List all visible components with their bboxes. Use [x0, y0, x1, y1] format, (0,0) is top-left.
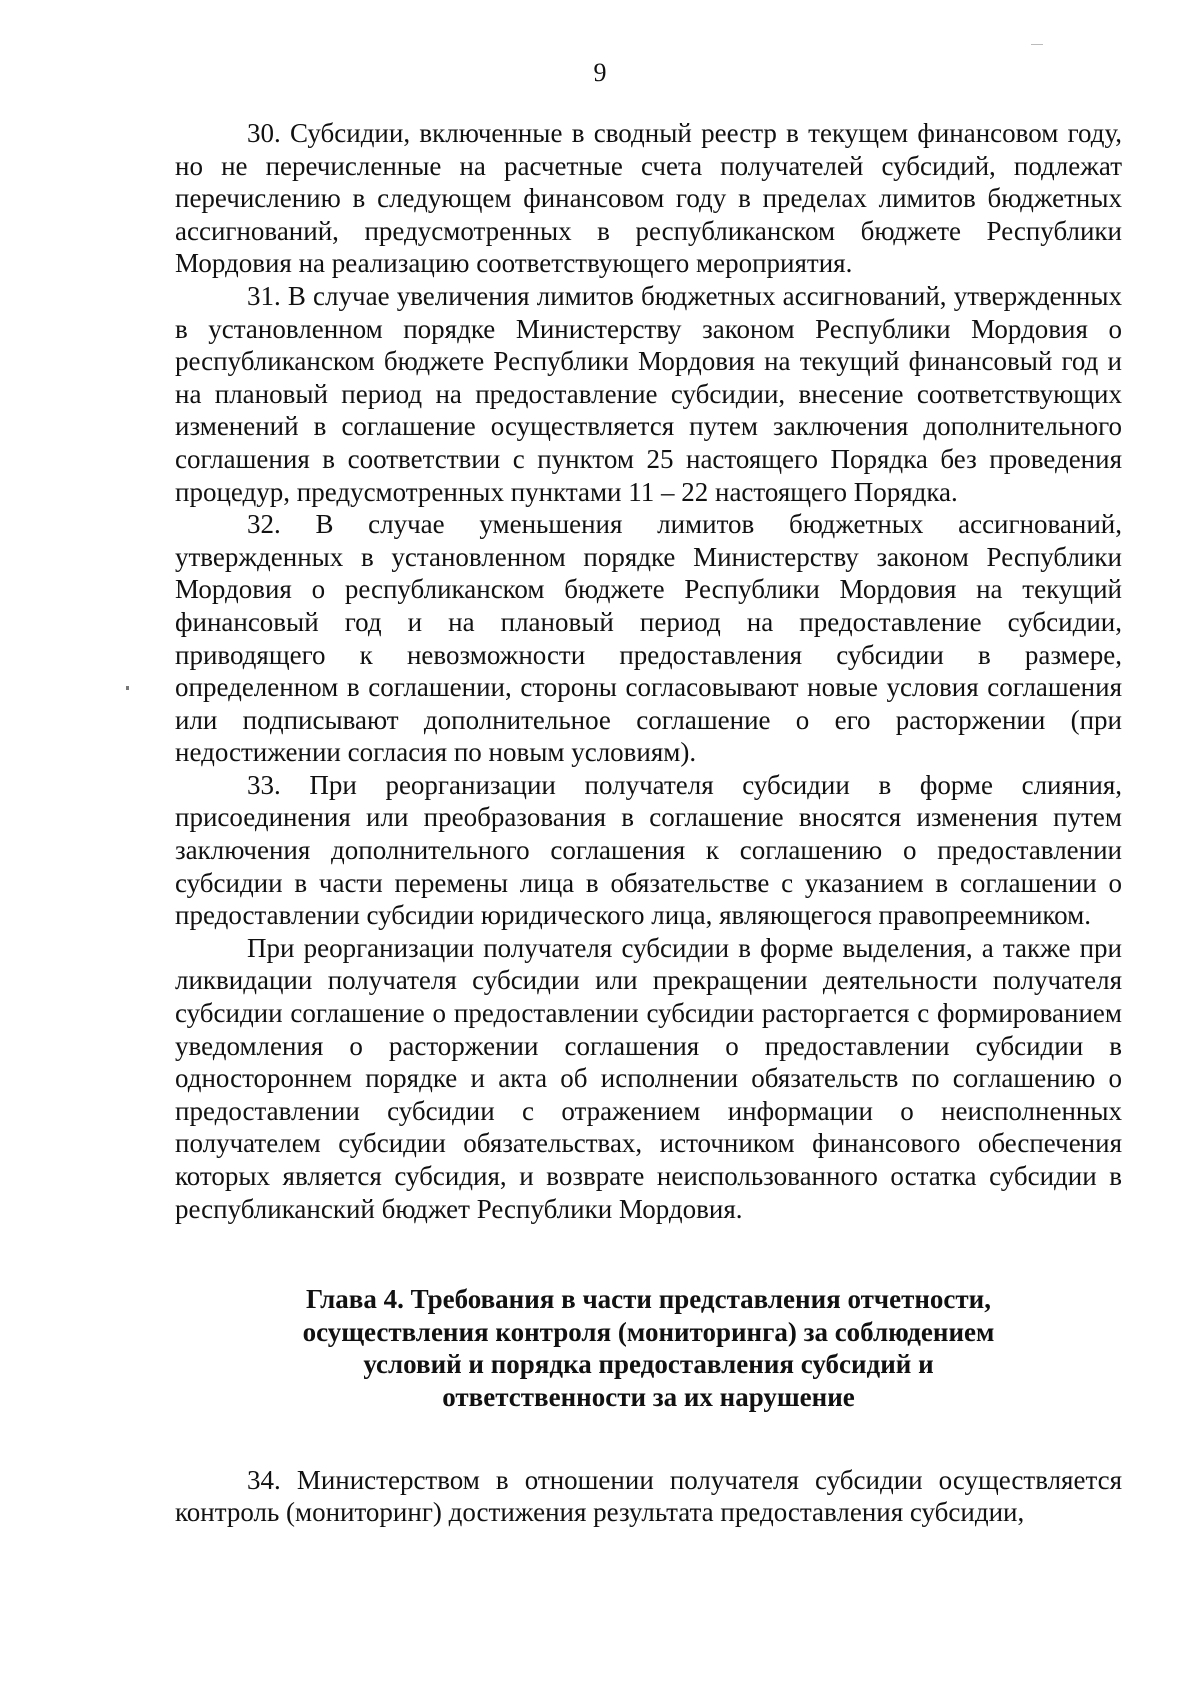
page-number: 9	[593, 58, 607, 87]
paragraph-30: 30. Субсидии, включенные в сводный реестр в текущем финансовом году, но не перечисленные на расчетные счета получателей субсидий, подлежат перечислению в следующем финансовом году в пределах лимитов бюджетных ассигнований, предусмотренных в республиканском бюджете Республики Мордовия на реализацию соответствующего мероприятия.	[175, 118, 1122, 279]
chapter-heading-line-3: условий и порядка предоставления субсидий и	[363, 1349, 934, 1380]
document-body	[175, 117, 1122, 1529]
scan-mark	[1031, 44, 1043, 45]
chapter-heading-line-4: ответственности за их нарушение	[442, 1381, 855, 1412]
scan-dot	[126, 686, 129, 690]
chapter-4-heading	[175, 1283, 1122, 1413]
paragraph-33-continued: При реорганизации получателя субсидии в форме выделения, а также при ликвидации получателя субсидии или прекращении деятельности получателя субсидии соглашение о предоставлении субсидии расторгается с формированием уведомления о расторжении соглашения о предоставлении субсидии в одностороннем порядке и акта об исполнении обязательств по соглашению о предоставлении субсидии с отражением информации о неисполненных получателем субсидии обязательствах, источником финансового обеспечения которых является субсидия, и возврате неиспользованного остатка субсидии в республиканский бюджет Республики Мордовия.	[175, 932, 1122, 1224]
paragraph-33: 33. При реорганизации получателя субсидии в форме слияния, присоединения или преобразования в соглашение вносятся изменения путем заключения дополнительного соглашения к соглашению о предоставлении субсидии в части перемены лица в обязательстве с указанием в соглашении о предоставлении субсидии юридического лица, являющегося правопреемником.	[175, 769, 1122, 931]
chapter-heading-line-2: осуществления контроля (мониторинга) за соблюдением	[302, 1316, 995, 1347]
paragraph-31: 31. В случае увеличения лимитов бюджетных ассигнований, утвержденных в установленном порядке Министерству законом Республики Мордовия о республиканском бюджете Республики Мордовия на текущий финансовый год и на плановый период на предоставление субсидии, внесение соответствующих изменений в соглашение осуществляется путем заключения дополнительного соглашения в соответствии с пунктом 25 настоящего Порядка без проведения процедур, предусмотренных пунктами 11 – 22 настоящего Порядка.	[175, 280, 1122, 507]
paragraph-34: 34. Министерством в отношении получателя субсидии осуществляется контроль (мониторинг) достижения результата предоставления субсидии,	[175, 1464, 1122, 1528]
chapter-heading-line-1: Глава 4. Требования в части представления отчетности,	[306, 1284, 991, 1315]
paragraph-32: 32. В случае уменьшения лимитов бюджетных ассигнований, утвержденных в установленном порядке Министерству законом Республики Мордовия о республиканском бюджете Республики Мордовия на текущий финансовый год и на плановый период на предоставление субсидии, приводящего к невозможности предоставления субсидии в размере, определенном в соглашении, стороны согласовывают новые условия соглашения или подписывают дополнительное соглашение о его расторжении (при недостижении согласия по новым условиям).	[175, 509, 1122, 768]
